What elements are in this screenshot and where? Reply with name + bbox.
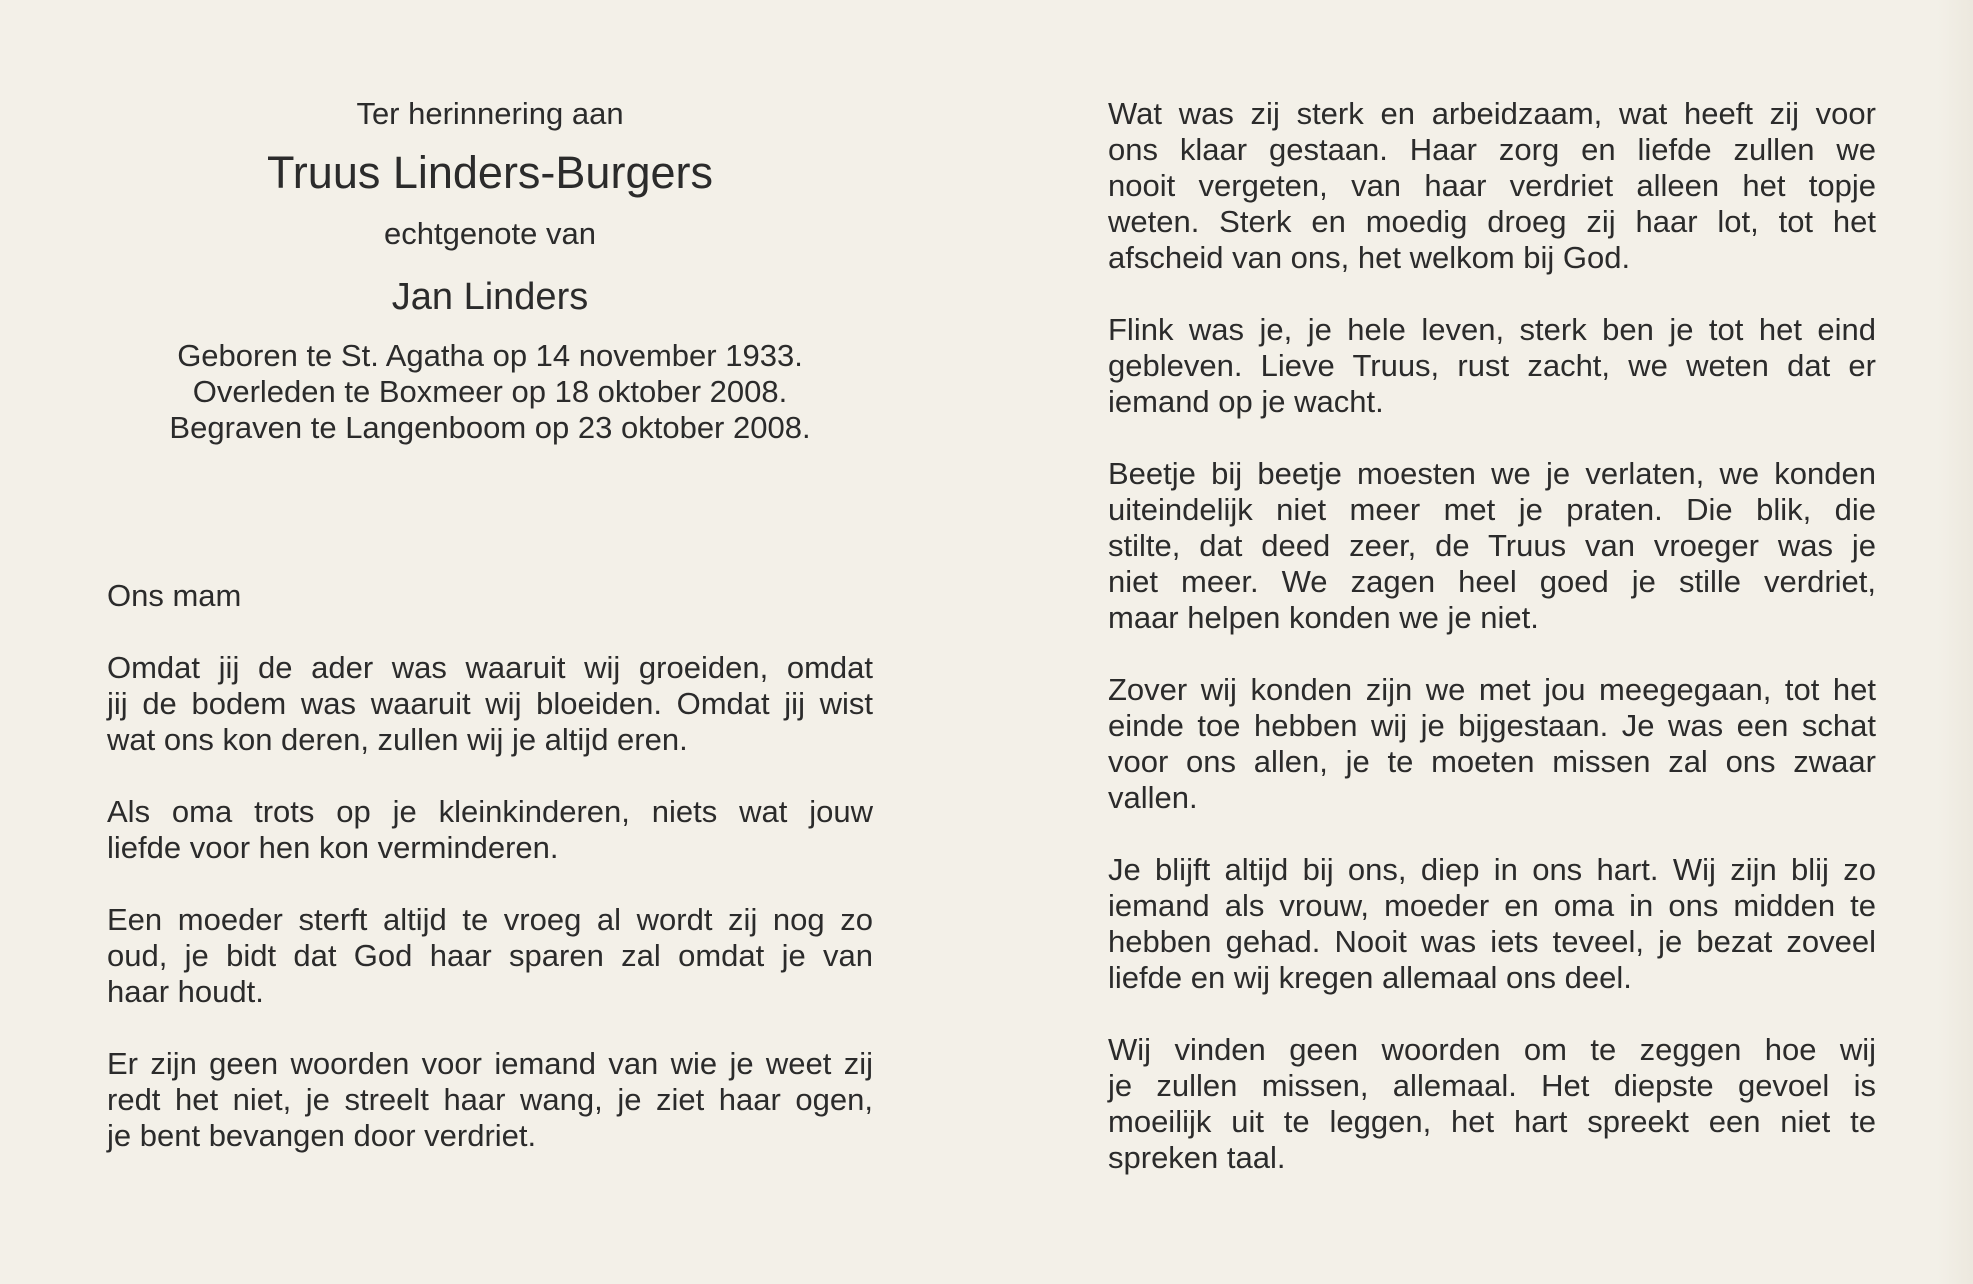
verse-line: iemand als vrouw, moeder en oma in ons midden te — [1108, 888, 1876, 923]
verse-line: einde toe hebben wij je bijgestaan. Je was een schat — [1108, 708, 1876, 743]
right-column — [1108, 96, 1876, 1212]
verse-left-1 — [107, 650, 873, 758]
verse-line: moeilijk uit te leggen, het hart spreekt een niet te — [1108, 1104, 1876, 1139]
verse-line: redt het niet, je streelt haar wang, je ziet haar ogen, — [107, 1082, 873, 1117]
verse-line: Als oma trots op je kleinkinderen, niets wat jouw — [107, 794, 873, 829]
verse-line: niet meer. We zagen heel goed je stille verdriet, — [1108, 564, 1876, 599]
verse-line: Een moeder sterft altijd te vroeg al wordt zij nog zo — [107, 902, 873, 937]
death-line: Overleden te Boxmeer op 18 oktober 2008. — [192, 374, 788, 409]
verse-line: jij de bodem was waaruit wij bloeiden. Omdat jij wist — [107, 686, 873, 721]
verse-line: Je blijft altijd bij ons, diep in ons hart. Wij zijn blij zo — [1108, 852, 1876, 887]
verse-line: vallen. — [1108, 780, 1198, 815]
verse-left-3 — [107, 902, 873, 1010]
verse-right-2 — [1108, 312, 1876, 420]
spouse-name: Jan Linders — [391, 276, 589, 318]
verse-left-2 — [107, 794, 873, 866]
verse-line: iemand op je wacht. — [1108, 384, 1384, 419]
deceased-name: Truus Linders-Burgers — [266, 147, 713, 198]
dates-block — [107, 338, 873, 446]
verse-line: liefde en wij kregen allemaal ons deel. — [1108, 960, 1632, 995]
verse-line: wat ons kon deren, zullen wij je altijd eren. — [107, 722, 688, 757]
verse-line: Er zijn geen woorden voor iemand van wie je weet zij — [107, 1046, 873, 1081]
verse-line: Flink was je, je hele leven, sterk ben je tot het eind — [1108, 312, 1876, 347]
verse-right-5 — [1108, 852, 1876, 996]
verse-line: Zover wij konden zijn we met jou meegegaan, tot het — [1108, 672, 1876, 707]
salutation: Ons mam — [107, 578, 242, 613]
verse-line: afscheid van ons, het welkom bij God. — [1108, 240, 1631, 275]
verse-line: maar helpen konden we je niet. — [1108, 600, 1539, 635]
verse-line: nooit vergeten, van haar verdriet alleen het topje — [1108, 168, 1876, 203]
verse-right-6 — [1108, 1032, 1876, 1176]
verse-line: spreken taal. — [1108, 1140, 1286, 1175]
verse-line: weten. Sterk en moedig droeg zij haar lot, tot het — [1108, 204, 1876, 239]
verse-line: je bent bevangen door verdriet. — [107, 1118, 537, 1153]
verse-line: haar houdt. — [107, 974, 264, 1009]
burial-line: Begraven te Langenboom op 23 oktober 2008. — [169, 410, 811, 445]
verse-line: Beetje bij beetje moesten we je verlaten, we konden — [1108, 456, 1876, 491]
verse-line: Omdat jij de ader was waaruit wij groeiden, omdat — [107, 650, 873, 685]
verse-line: gebleven. Lieve Truus, rust zacht, we weten dat er — [1108, 348, 1876, 383]
verse-line: je zullen missen, allemaal. Het diepste gevoel is — [1108, 1068, 1876, 1103]
intro-text: Ter herinnering aan — [356, 96, 624, 131]
birth-line: Geboren te St. Agatha op 14 november 1933. — [177, 338, 803, 373]
left-column — [107, 96, 873, 1190]
verse-line: voor ons allen, je te moeten missen zal ons zwaar — [1108, 744, 1876, 779]
verse-line: Wat was zij sterk en arbeidzaam, wat heeft zij voor — [1108, 96, 1876, 131]
verse-line: ons klaar gestaan. Haar zorg en liefde zullen we — [1108, 132, 1876, 167]
verse-line: liefde voor hen kon verminderen. — [107, 830, 559, 865]
verse-left-4 — [107, 1046, 873, 1154]
verse-right-1 — [1108, 96, 1876, 276]
verse-line: hebben gehad. Nooit was iets teveel, je bezat zoveel — [1108, 924, 1876, 959]
verse-right-4 — [1108, 672, 1876, 816]
heading-block — [107, 96, 873, 446]
verse-line: oud, je bidt dat God haar sparen zal omdat je van — [107, 938, 873, 973]
verse-line: uiteindelijk niet meer met je praten. Die blik, die — [1108, 492, 1876, 527]
verse-line: stilte, dat deed zeer, de Truus van vroeger was je — [1108, 528, 1876, 563]
verse-right-3 — [1108, 456, 1876, 636]
verse-line: Wij vinden geen woorden om te zeggen hoe wij — [1108, 1032, 1876, 1067]
spouse-label: echtgenote van — [383, 216, 596, 251]
